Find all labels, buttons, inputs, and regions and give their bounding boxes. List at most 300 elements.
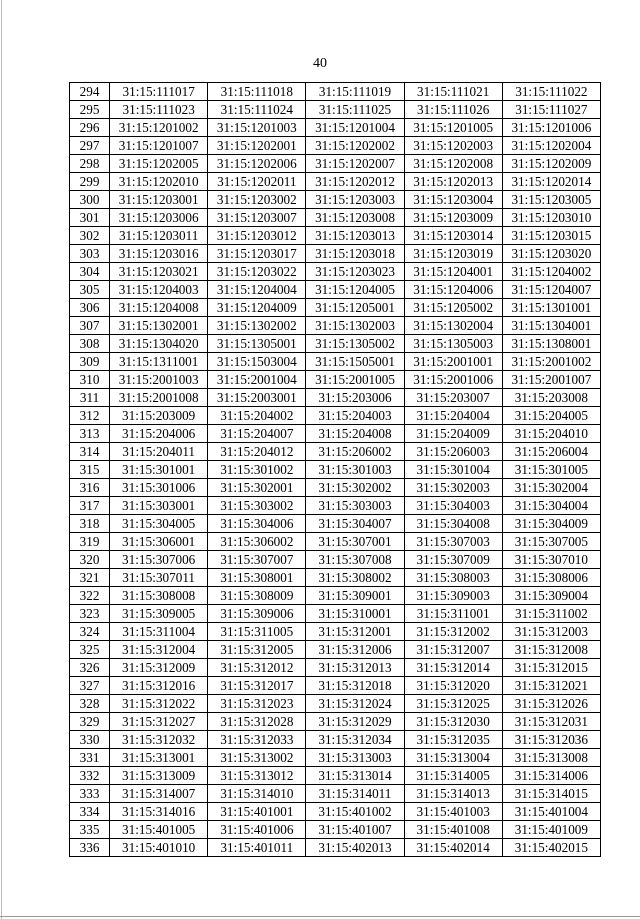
cadastral-number-cell: 31:15:1203015	[502, 227, 600, 245]
table-row	[70, 389, 601, 407]
table-row	[70, 443, 601, 461]
row-number-cell: 315	[70, 461, 110, 479]
table-row	[70, 767, 601, 785]
cadastral-number-cell: 31:15:2001008	[110, 389, 208, 407]
cadastral-number-cell: 31:15:1203009	[404, 209, 502, 227]
cadastral-number-cell: 31:15:203006	[306, 389, 404, 407]
cadastral-numbers-table	[69, 82, 601, 857]
cadastral-number-cell: 31:15:301003	[306, 461, 404, 479]
cadastral-number-cell: 31:15:1202001	[208, 137, 306, 155]
cadastral-number-cell: 31:15:304003	[404, 497, 502, 515]
cadastral-number-cell: 31:15:1203021	[110, 263, 208, 281]
cadastral-number-cell: 31:15:314011	[306, 785, 404, 803]
row-number-cell: 294	[70, 83, 110, 101]
cadastral-number-cell: 31:15:111025	[306, 101, 404, 119]
table-row	[70, 155, 601, 173]
cadastral-number-cell: 31:15:204008	[306, 425, 404, 443]
cadastral-number-cell: 31:15:1201005	[404, 119, 502, 137]
cadastral-number-cell: 31:15:313014	[306, 767, 404, 785]
cadastral-number-cell: 31:15:204007	[208, 425, 306, 443]
row-number-cell: 298	[70, 155, 110, 173]
cadastral-number-cell: 31:15:1203016	[110, 245, 208, 263]
cadastral-number-cell: 31:15:2001006	[404, 371, 502, 389]
cadastral-number-cell: 31:15:2001004	[208, 371, 306, 389]
cadastral-number-cell: 31:15:1201002	[110, 119, 208, 137]
cadastral-number-cell: 31:15:1203022	[208, 263, 306, 281]
table-row	[70, 407, 601, 425]
row-number-cell: 318	[70, 515, 110, 533]
table-row	[70, 83, 601, 101]
row-number-cell: 300	[70, 191, 110, 209]
table-row	[70, 785, 601, 803]
cadastral-number-cell: 31:15:2001007	[502, 371, 600, 389]
cadastral-number-cell: 31:15:1205002	[404, 299, 502, 317]
row-number-cell: 302	[70, 227, 110, 245]
cadastral-number-cell: 31:15:312003	[502, 623, 600, 641]
table-row	[70, 461, 601, 479]
cadastral-number-cell: 31:15:1204001	[404, 263, 502, 281]
cadastral-number-cell: 31:15:1202011	[208, 173, 306, 191]
table-body	[70, 83, 601, 857]
cadastral-number-cell: 31:15:1204003	[110, 281, 208, 299]
cadastral-number-cell: 31:15:204005	[502, 407, 600, 425]
row-number-cell: 327	[70, 677, 110, 695]
cadastral-number-cell: 31:15:204012	[208, 443, 306, 461]
cadastral-number-cell: 31:15:311001	[404, 605, 502, 623]
cadastral-number-cell: 31:15:308009	[208, 587, 306, 605]
cadastral-number-cell: 31:15:1205001	[306, 299, 404, 317]
cadastral-number-cell: 31:15:308008	[110, 587, 208, 605]
cadastral-number-cell: 31:15:307001	[306, 533, 404, 551]
cadastral-number-cell: 31:15:304009	[502, 515, 600, 533]
cadastral-number-cell: 31:15:312015	[502, 659, 600, 677]
cadastral-number-cell: 31:15:307003	[404, 533, 502, 551]
row-number-cell: 334	[70, 803, 110, 821]
cadastral-number-cell: 31:15:203008	[502, 389, 600, 407]
cadastral-number-cell: 31:15:1203004	[404, 191, 502, 209]
row-number-cell: 326	[70, 659, 110, 677]
table-row	[70, 227, 601, 245]
cadastral-number-cell: 31:15:1304020	[110, 335, 208, 353]
cadastral-number-cell: 31:15:1202007	[306, 155, 404, 173]
table-row	[70, 533, 601, 551]
table-row	[70, 587, 601, 605]
cadastral-number-cell: 31:15:304008	[404, 515, 502, 533]
cadastral-number-cell: 31:15:312024	[306, 695, 404, 713]
cadastral-number-cell: 31:15:312007	[404, 641, 502, 659]
row-number-cell: 311	[70, 389, 110, 407]
cadastral-number-cell: 31:15:401004	[502, 803, 600, 821]
table-row	[70, 299, 601, 317]
table-row	[70, 821, 601, 839]
row-number-cell: 323	[70, 605, 110, 623]
cadastral-number-cell: 31:15:1305002	[306, 335, 404, 353]
cadastral-number-cell: 31:15:1302001	[110, 317, 208, 335]
cadastral-number-cell: 31:15:314006	[502, 767, 600, 785]
cadastral-number-cell: 31:15:1204005	[306, 281, 404, 299]
row-number-cell: 319	[70, 533, 110, 551]
cadastral-number-cell: 31:15:307006	[110, 551, 208, 569]
cadastral-number-cell: 31:15:1305001	[208, 335, 306, 353]
cadastral-number-cell: 31:15:312001	[306, 623, 404, 641]
cadastral-number-cell: 31:15:2001002	[502, 353, 600, 371]
cadastral-number-cell: 31:15:1203008	[306, 209, 404, 227]
cadastral-number-cell: 31:15:1203002	[208, 191, 306, 209]
cadastral-number-cell: 31:15:312029	[306, 713, 404, 731]
row-number-cell: 324	[70, 623, 110, 641]
cadastral-number-cell: 31:15:401010	[110, 839, 208, 857]
cadastral-number-cell: 31:15:314016	[110, 803, 208, 821]
row-number-cell: 313	[70, 425, 110, 443]
table-row	[70, 119, 601, 137]
cadastral-number-cell: 31:15:307007	[208, 551, 306, 569]
table-row	[70, 623, 601, 641]
cadastral-number-cell: 31:15:1202010	[110, 173, 208, 191]
cadastral-number-cell: 31:15:1203020	[502, 245, 600, 263]
cadastral-number-cell: 31:15:302004	[502, 479, 600, 497]
cadastral-number-cell: 31:15:2003001	[208, 389, 306, 407]
table-row	[70, 263, 601, 281]
cadastral-number-cell: 31:15:1302003	[306, 317, 404, 335]
cadastral-number-cell: 31:15:204002	[208, 407, 306, 425]
cadastral-number-cell: 31:15:1203014	[404, 227, 502, 245]
cadastral-number-cell: 31:15:312017	[208, 677, 306, 695]
cadastral-number-cell: 31:15:312005	[208, 641, 306, 659]
cadastral-number-cell: 31:15:1202003	[404, 137, 502, 155]
cadastral-number-cell: 31:15:312028	[208, 713, 306, 731]
cadastral-number-cell: 31:15:1202006	[208, 155, 306, 173]
row-number-cell: 333	[70, 785, 110, 803]
cadastral-number-cell: 31:15:111017	[110, 83, 208, 101]
cadastral-number-cell: 31:15:304006	[208, 515, 306, 533]
cadastral-number-cell: 31:15:302003	[404, 479, 502, 497]
cadastral-number-cell: 31:15:1201004	[306, 119, 404, 137]
cadastral-number-cell: 31:15:401008	[404, 821, 502, 839]
cadastral-number-cell: 31:15:1203019	[404, 245, 502, 263]
cadastral-number-cell: 31:15:312032	[110, 731, 208, 749]
cadastral-number-cell: 31:15:313012	[208, 767, 306, 785]
cadastral-number-cell: 31:15:1203023	[306, 263, 404, 281]
row-number-cell: 309	[70, 353, 110, 371]
table-row	[70, 101, 601, 119]
table-row	[70, 173, 601, 191]
cadastral-number-cell: 31:15:312002	[404, 623, 502, 641]
row-number-cell: 297	[70, 137, 110, 155]
cadastral-number-cell: 31:15:1305003	[404, 335, 502, 353]
cadastral-number-cell: 31:15:111019	[306, 83, 404, 101]
cadastral-number-cell: 31:15:312018	[306, 677, 404, 695]
cadastral-number-cell: 31:15:2001005	[306, 371, 404, 389]
cadastral-number-cell: 31:15:312027	[110, 713, 208, 731]
cadastral-number-cell: 31:15:307008	[306, 551, 404, 569]
cadastral-number-cell: 31:15:306002	[208, 533, 306, 551]
cadastral-number-cell: 31:15:314015	[502, 785, 600, 803]
cadastral-number-cell: 31:15:206002	[306, 443, 404, 461]
cadastral-number-cell: 31:15:303002	[208, 497, 306, 515]
row-number-cell: 305	[70, 281, 110, 299]
cadastral-number-cell: 31:15:312033	[208, 731, 306, 749]
row-number-cell: 332	[70, 767, 110, 785]
cadastral-number-cell: 31:15:111026	[404, 101, 502, 119]
cadastral-number-cell: 31:15:311005	[208, 623, 306, 641]
table-row	[70, 281, 601, 299]
cadastral-number-cell: 31:15:1203013	[306, 227, 404, 245]
row-number-cell: 325	[70, 641, 110, 659]
cadastral-number-cell: 31:15:111021	[404, 83, 502, 101]
row-number-cell: 328	[70, 695, 110, 713]
cadastral-number-cell: 31:15:1202008	[404, 155, 502, 173]
cadastral-number-cell: 31:15:401003	[404, 803, 502, 821]
cadastral-number-cell: 31:15:1202002	[306, 137, 404, 155]
cadastral-number-cell: 31:15:111023	[110, 101, 208, 119]
cadastral-number-cell: 31:15:1302004	[404, 317, 502, 335]
table-row	[70, 137, 601, 155]
cadastral-number-cell: 31:15:1202009	[502, 155, 600, 173]
cadastral-number-cell: 31:15:313009	[110, 767, 208, 785]
cadastral-number-cell: 31:15:301002	[208, 461, 306, 479]
cadastral-number-cell: 31:15:312008	[502, 641, 600, 659]
cadastral-number-cell: 31:15:1204007	[502, 281, 600, 299]
cadastral-number-cell: 31:15:307011	[110, 569, 208, 587]
cadastral-number-cell: 31:15:312035	[404, 731, 502, 749]
row-number-cell: 335	[70, 821, 110, 839]
cadastral-number-cell: 31:15:1202014	[502, 173, 600, 191]
cadastral-number-cell: 31:15:206004	[502, 443, 600, 461]
cadastral-number-cell: 31:15:1204004	[208, 281, 306, 299]
cadastral-number-cell: 31:15:204009	[404, 425, 502, 443]
cadastral-number-cell: 31:15:302001	[208, 479, 306, 497]
row-number-cell: 301	[70, 209, 110, 227]
cadastral-number-cell: 31:15:312034	[306, 731, 404, 749]
cadastral-number-cell: 31:15:1308001	[502, 335, 600, 353]
table-row	[70, 479, 601, 497]
cadastral-number-cell: 31:15:1202012	[306, 173, 404, 191]
cadastral-number-cell: 31:15:1302002	[208, 317, 306, 335]
cadastral-number-cell: 31:15:1203012	[208, 227, 306, 245]
cadastral-number-cell: 31:15:1203006	[110, 209, 208, 227]
cadastral-number-cell: 31:15:1204009	[208, 299, 306, 317]
cadastral-number-cell: 31:15:204006	[110, 425, 208, 443]
table-row	[70, 803, 601, 821]
cadastral-number-cell: 31:15:111027	[502, 101, 600, 119]
row-number-cell: 317	[70, 497, 110, 515]
row-number-cell: 312	[70, 407, 110, 425]
cadastral-number-cell: 31:15:401001	[208, 803, 306, 821]
cadastral-number-cell: 31:15:309006	[208, 605, 306, 623]
cadastral-number-cell: 31:15:312004	[110, 641, 208, 659]
cadastral-number-cell: 31:15:1203005	[502, 191, 600, 209]
cadastral-number-cell: 31:15:303003	[306, 497, 404, 515]
cadastral-number-cell: 31:15:402014	[404, 839, 502, 857]
cadastral-number-cell: 31:15:111022	[502, 83, 600, 101]
table-row	[70, 191, 601, 209]
cadastral-number-cell: 31:15:304005	[110, 515, 208, 533]
cadastral-number-cell: 31:15:1301001	[502, 299, 600, 317]
cadastral-number-cell: 31:15:1202005	[110, 155, 208, 173]
scan-edge-bottom	[0, 916, 640, 917]
cadastral-number-cell: 31:15:1202013	[404, 173, 502, 191]
cadastral-number-cell: 31:15:1503004	[208, 353, 306, 371]
scan-edge-left	[1, 0, 2, 919]
cadastral-number-cell: 31:15:1204002	[502, 263, 600, 281]
cadastral-number-cell: 31:15:203007	[404, 389, 502, 407]
cadastral-number-cell: 31:15:314007	[110, 785, 208, 803]
cadastral-number-cell: 31:15:308001	[208, 569, 306, 587]
cadastral-number-cell: 31:15:312012	[208, 659, 306, 677]
table-row	[70, 749, 601, 767]
cadastral-number-cell: 31:15:1201003	[208, 119, 306, 137]
cadastral-number-cell: 31:15:111024	[208, 101, 306, 119]
cadastral-number-cell: 31:15:1203007	[208, 209, 306, 227]
cadastral-number-cell: 31:15:307009	[404, 551, 502, 569]
page-number: 40	[313, 56, 327, 71]
cadastral-number-cell: 31:15:1304001	[502, 317, 600, 335]
cadastral-number-cell: 31:15:314010	[208, 785, 306, 803]
table-row	[70, 839, 601, 857]
cadastral-number-cell: 31:15:203009	[110, 407, 208, 425]
cadastral-number-cell: 31:15:1204006	[404, 281, 502, 299]
cadastral-number-cell: 31:15:313008	[502, 749, 600, 767]
cadastral-number-cell: 31:15:2001003	[110, 371, 208, 389]
cadastral-number-cell: 31:15:314013	[404, 785, 502, 803]
cadastral-number-cell: 31:15:206003	[404, 443, 502, 461]
cadastral-number-cell: 31:15:402015	[502, 839, 600, 857]
cadastral-number-cell: 31:15:312020	[404, 677, 502, 695]
table-row	[70, 695, 601, 713]
row-number-cell: 329	[70, 713, 110, 731]
cadastral-number-cell: 31:15:311004	[110, 623, 208, 641]
row-number-cell: 336	[70, 839, 110, 857]
cadastral-number-cell: 31:15:308003	[404, 569, 502, 587]
cadastral-number-cell: 31:15:312023	[208, 695, 306, 713]
cadastral-number-cell: 31:15:313002	[208, 749, 306, 767]
cadastral-number-cell: 31:15:401007	[306, 821, 404, 839]
cadastral-number-cell: 31:15:303001	[110, 497, 208, 515]
cadastral-number-cell: 31:15:314005	[404, 767, 502, 785]
row-number-cell: 320	[70, 551, 110, 569]
cadastral-number-cell: 31:15:301006	[110, 479, 208, 497]
cadastral-number-cell: 31:15:309004	[502, 587, 600, 605]
cadastral-number-cell: 31:15:302002	[306, 479, 404, 497]
row-number-cell: 308	[70, 335, 110, 353]
cadastral-number-cell: 31:15:310001	[306, 605, 404, 623]
cadastral-number-cell: 31:15:309001	[306, 587, 404, 605]
cadastral-number-cell: 31:15:307010	[502, 551, 600, 569]
row-number-cell: 322	[70, 587, 110, 605]
cadastral-number-cell: 31:15:307005	[502, 533, 600, 551]
cadastral-number-cell: 31:15:301001	[110, 461, 208, 479]
cadastral-number-cell: 31:15:1204008	[110, 299, 208, 317]
row-number-cell: 310	[70, 371, 110, 389]
cadastral-number-cell: 31:15:309003	[404, 587, 502, 605]
table-row	[70, 209, 601, 227]
cadastral-number-cell: 31:15:1203001	[110, 191, 208, 209]
cadastral-number-cell: 31:15:312025	[404, 695, 502, 713]
table-row	[70, 641, 601, 659]
cadastral-number-cell: 31:15:308002	[306, 569, 404, 587]
cadastral-number-cell: 31:15:204004	[404, 407, 502, 425]
table-row	[70, 425, 601, 443]
cadastral-number-cell: 31:15:312022	[110, 695, 208, 713]
table-row	[70, 317, 601, 335]
cadastral-number-cell: 31:15:312009	[110, 659, 208, 677]
cadastral-number-cell: 31:15:1201006	[502, 119, 600, 137]
cadastral-number-cell: 31:15:301004	[404, 461, 502, 479]
cadastral-number-cell: 31:15:1202004	[502, 137, 600, 155]
row-number-cell: 321	[70, 569, 110, 587]
cadastral-number-cell: 31:15:306001	[110, 533, 208, 551]
row-number-cell: 295	[70, 101, 110, 119]
table-row	[70, 515, 601, 533]
cadastral-number-cell: 31:15:312030	[404, 713, 502, 731]
row-number-cell: 330	[70, 731, 110, 749]
row-number-cell: 296	[70, 119, 110, 137]
cadastral-number-cell: 31:15:1203011	[110, 227, 208, 245]
row-number-cell: 306	[70, 299, 110, 317]
cadastral-number-cell: 31:15:401006	[208, 821, 306, 839]
table-row	[70, 605, 601, 623]
table-row	[70, 551, 601, 569]
cadastral-number-cell: 31:15:313003	[306, 749, 404, 767]
cadastral-number-cell: 31:15:312021	[502, 677, 600, 695]
cadastral-number-cell: 31:15:111018	[208, 83, 306, 101]
cadastral-number-cell: 31:15:309005	[110, 605, 208, 623]
cadastral-number-cell: 31:15:204010	[502, 425, 600, 443]
cadastral-number-cell: 31:15:1203018	[306, 245, 404, 263]
table-row	[70, 245, 601, 263]
table-row	[70, 713, 601, 731]
cadastral-number-cell: 31:15:312026	[502, 695, 600, 713]
cadastral-number-cell: 31:15:204011	[110, 443, 208, 461]
cadastral-number-cell: 31:15:402013	[306, 839, 404, 857]
cadastral-number-cell: 31:15:1201007	[110, 137, 208, 155]
cadastral-number-cell: 31:15:401009	[502, 821, 600, 839]
row-number-cell: 314	[70, 443, 110, 461]
cadastral-number-cell: 31:15:1203017	[208, 245, 306, 263]
cadastral-number-cell: 31:15:312031	[502, 713, 600, 731]
cadastral-number-cell: 31:15:312036	[502, 731, 600, 749]
table-row	[70, 371, 601, 389]
cadastral-number-cell: 31:15:204003	[306, 407, 404, 425]
cadastral-number-cell: 31:15:401005	[110, 821, 208, 839]
table-row	[70, 335, 601, 353]
cadastral-number-cell: 31:15:1203010	[502, 209, 600, 227]
cadastral-number-cell: 31:15:304004	[502, 497, 600, 515]
table-row	[70, 731, 601, 749]
cadastral-number-cell: 31:15:1311001	[110, 353, 208, 371]
cadastral-number-cell: 31:15:301005	[502, 461, 600, 479]
table-row	[70, 659, 601, 677]
cadastral-number-cell: 31:15:312006	[306, 641, 404, 659]
table-row	[70, 569, 601, 587]
cadastral-number-cell: 31:15:1505001	[306, 353, 404, 371]
cadastral-number-cell: 31:15:313001	[110, 749, 208, 767]
cadastral-number-cell: 31:15:311002	[502, 605, 600, 623]
cadastral-number-cell: 31:15:1203003	[306, 191, 404, 209]
table-row	[70, 497, 601, 515]
cadastral-number-cell: 31:15:304007	[306, 515, 404, 533]
row-number-cell: 299	[70, 173, 110, 191]
table-row	[70, 677, 601, 695]
row-number-cell: 316	[70, 479, 110, 497]
cadastral-number-cell: 31:15:401002	[306, 803, 404, 821]
cadastral-number-cell: 31:15:308006	[502, 569, 600, 587]
row-number-cell: 331	[70, 749, 110, 767]
cadastral-number-cell: 31:15:401011	[208, 839, 306, 857]
cadastral-number-cell: 31:15:312013	[306, 659, 404, 677]
row-number-cell: 304	[70, 263, 110, 281]
table-row	[70, 353, 601, 371]
